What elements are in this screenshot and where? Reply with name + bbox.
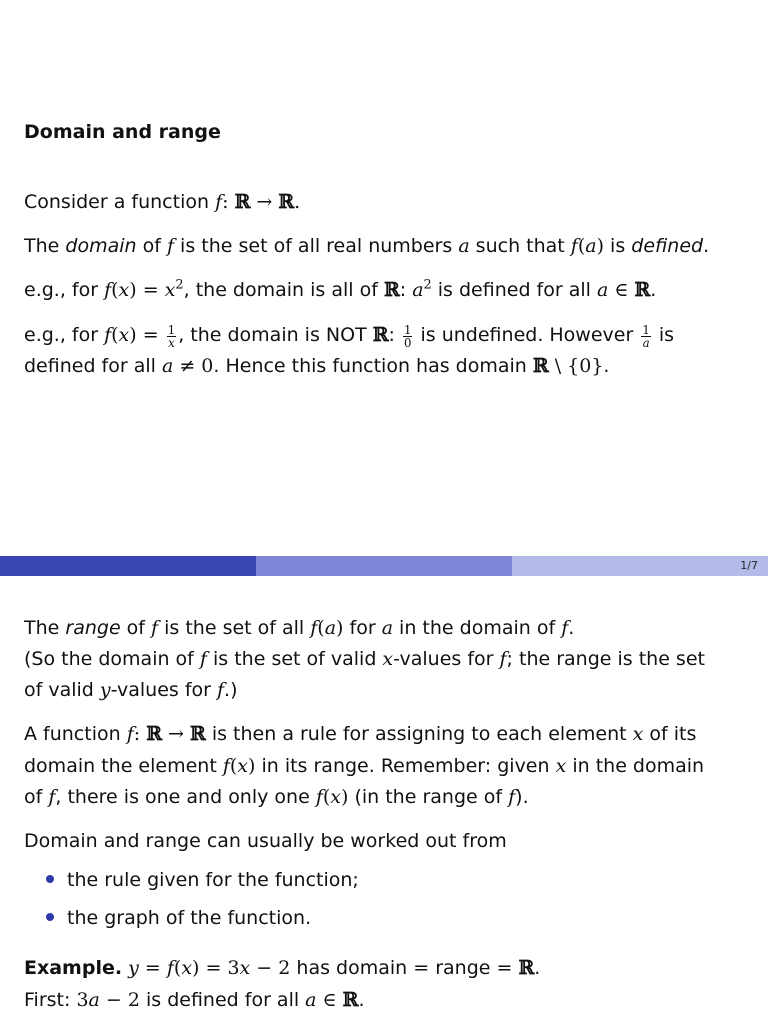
paren-line-2: of valid y-values for f.) — [24, 679, 238, 701]
rule-line-1: A function f: ℝ → ℝ is then a rule for assigning to each element x of its — [24, 723, 697, 745]
bullet-item: the graph of the function. — [46, 907, 311, 929]
rule-line-3: of f, there is one and only one f(x) (in the range of f). — [24, 786, 529, 808]
slide-title: Domain and range — [24, 121, 221, 143]
example-2-line-2: defined for all a ≠ 0. Hence this function has domain ℝ \ {0}. — [24, 355, 610, 377]
intro-line: Consider a function f: ℝ → ℝ. — [24, 191, 301, 213]
example-line: Example. y = f(x) = 3x − 2 has domain = range = ℝ. — [24, 957, 541, 979]
paren-line-1: (So the domain of f is the set of valid x-values for f; the range is the set — [24, 648, 705, 670]
example-1: e.g., for $f(x) = x^2$, the domain is all of ℝ: $a^2$ is defined for all a ∈ ℝ. — [24, 277, 657, 301]
range-definition: The range of f is the set of all f(a) for a in the domain of f. — [24, 617, 575, 639]
bullet-dot-icon — [46, 875, 54, 883]
slide-footer-bar — [0, 556, 768, 576]
bullet-item: the rule given for the function; — [46, 869, 359, 891]
footer-segment-2 — [256, 556, 512, 576]
footer-segment-3 — [512, 556, 768, 576]
worked-out-line: Domain and range can usually be worked out from — [24, 830, 507, 852]
bullet-dot-icon — [46, 913, 54, 921]
rule-line-2: domain the element f(x) in its range. Remember: given x in the domain — [24, 755, 705, 777]
domain-definition: The domain of f is the set of all real numbers a such that f(a) is defined. — [24, 235, 710, 257]
first-line: First: 3a − 2 is defined for all a ∈ ℝ. — [24, 989, 365, 1011]
footer-segment-1 — [0, 556, 256, 576]
example-2-line-1: e.g., for f(x) = $\frac{1}{x}$ , the domain is NOT ℝ: $\frac{1}{0}$ is undefined. However $\frac{1}{a}$ is — [24, 323, 675, 351]
page-number: 1/7 — [740, 559, 758, 572]
